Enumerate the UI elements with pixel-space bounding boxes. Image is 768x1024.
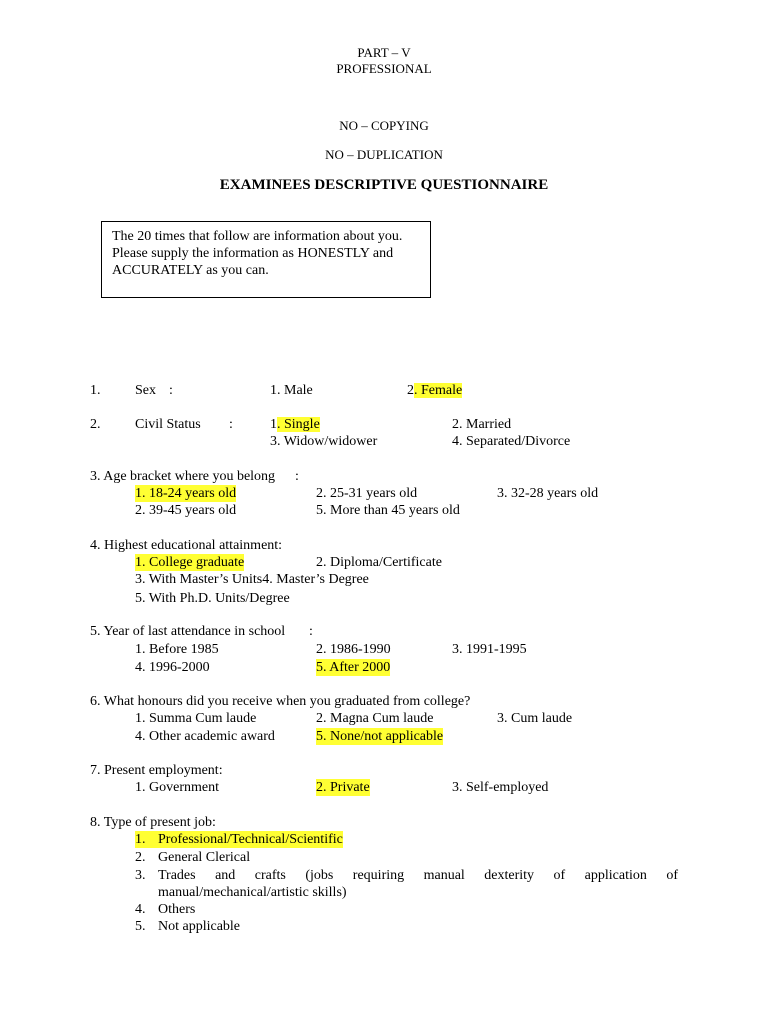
option-private[interactable]: 2. Private xyxy=(316,780,370,795)
option-married[interactable]: 2. Married xyxy=(452,417,512,432)
option-1996-2000[interactable]: 4. 1996-2000 xyxy=(135,660,210,675)
list-number: 2. xyxy=(135,850,146,865)
option-age-18-24[interactable]: 1. 18-24 years old xyxy=(135,486,237,501)
question-colon: : xyxy=(229,417,233,432)
question-label: 5. Year of last attendance in school xyxy=(90,624,286,639)
option-phd[interactable]: 5. With Ph.D. Units/Degree xyxy=(135,591,290,606)
option-trades-crafts[interactable]: Trades and crafts (jobs requiring manual dexterity of application of xyxy=(158,868,678,883)
list-number: 1. xyxy=(135,832,146,847)
page-title: EXAMINEES DESCRIPTIVE QUESTIONNAIRE xyxy=(219,177,549,193)
question-colon: : xyxy=(309,624,313,639)
question-label: Sex xyxy=(135,383,156,398)
option-government[interactable]: 1. Government xyxy=(135,780,219,795)
question-label: 3. Age bracket where you belong xyxy=(90,469,276,484)
option-other-award[interactable]: 4. Other academic award xyxy=(135,729,275,744)
option-professional[interactable]: Professional/Technical/Scientific xyxy=(158,832,343,847)
option-cum-laude[interactable]: 3. Cum laude xyxy=(497,711,573,726)
part-label: PART – V xyxy=(357,45,411,60)
option-masters[interactable]: 3. With Master’s Units4. Master’s Degree xyxy=(135,572,369,587)
selected-answer: . Single xyxy=(277,417,320,432)
option-single[interactable] xyxy=(270,416,320,433)
section-label: PROFESSIONAL xyxy=(336,61,432,76)
question-number: 2. xyxy=(90,417,101,432)
option-general-clerical[interactable]: General Clerical xyxy=(158,850,251,865)
list-number: 3. xyxy=(135,868,146,883)
instructions-line: ACCURATELY as you can. xyxy=(112,263,269,278)
list-number: 4. xyxy=(135,902,146,917)
option-after-2000[interactable]: 5. After 2000 xyxy=(316,660,391,675)
option-summa-cum-laude[interactable]: 1. Summa Cum laude xyxy=(135,711,257,726)
instructions-line: The 20 times that follow are information about you. xyxy=(112,229,403,244)
option-1991-1995[interactable]: 3. 1991-1995 xyxy=(452,642,527,657)
option-male[interactable]: 1. Male xyxy=(270,383,313,398)
option-self-employed[interactable]: 3. Self-employed xyxy=(452,780,549,795)
selected-answer: . Female xyxy=(414,383,463,398)
option-magna-cum-laude[interactable]: 2. Magna Cum laude xyxy=(316,711,434,726)
option-trades-crafts-continued: manual/mechanical/artistic skills) xyxy=(158,885,347,900)
option-none[interactable]: 5. None/not applicable xyxy=(316,729,444,744)
instructions-box xyxy=(101,221,431,298)
instructions-line: Please supply the information as HONESTLY and xyxy=(112,246,394,261)
option-others[interactable]: Others xyxy=(158,902,196,917)
list-number: 5. xyxy=(135,919,146,934)
no-duplication-notice: NO – DUPLICATION xyxy=(325,147,443,162)
option-age-25-31[interactable]: 2. 25-31 years old xyxy=(316,486,418,501)
question-number: 1. xyxy=(90,383,101,398)
question-colon: : xyxy=(169,383,173,398)
option-female[interactable] xyxy=(407,382,462,399)
question-label: 7. Present employment: xyxy=(90,763,223,778)
instructions-text xyxy=(112,228,402,279)
option-before-1985[interactable]: 1. Before 1985 xyxy=(135,642,219,657)
option-1986-1990[interactable]: 2. 1986-1990 xyxy=(316,642,391,657)
option-not-applicable[interactable]: Not applicable xyxy=(158,919,241,934)
question-label: Civil Status xyxy=(135,417,201,432)
question-colon: : xyxy=(295,469,299,484)
option-separated[interactable]: 4. Separated/Divorce xyxy=(452,434,571,449)
option-age-39-45[interactable]: 2. 39-45 years old xyxy=(135,503,237,518)
option-age-32-28[interactable]: 3. 32-28 years old xyxy=(497,486,599,501)
option-college-graduate[interactable]: 1. College graduate xyxy=(135,555,245,570)
question-label: 4. Highest educational attainment: xyxy=(90,538,283,553)
option-number: 1 xyxy=(270,417,277,432)
question-label: 6. What honours did you receive when you graduated from college? xyxy=(90,694,471,709)
option-widow[interactable]: 3. Widow/widower xyxy=(270,434,378,449)
highlight-fill xyxy=(135,831,153,848)
option-diploma[interactable]: 2. Diploma/Certificate xyxy=(316,555,442,570)
no-copying-notice: NO – COPYING xyxy=(339,118,429,133)
option-age-45-plus[interactable]: 5. More than 45 years old xyxy=(316,503,460,518)
option-number: 2 xyxy=(407,383,414,398)
question-label: 8. Type of present job: xyxy=(90,815,216,830)
